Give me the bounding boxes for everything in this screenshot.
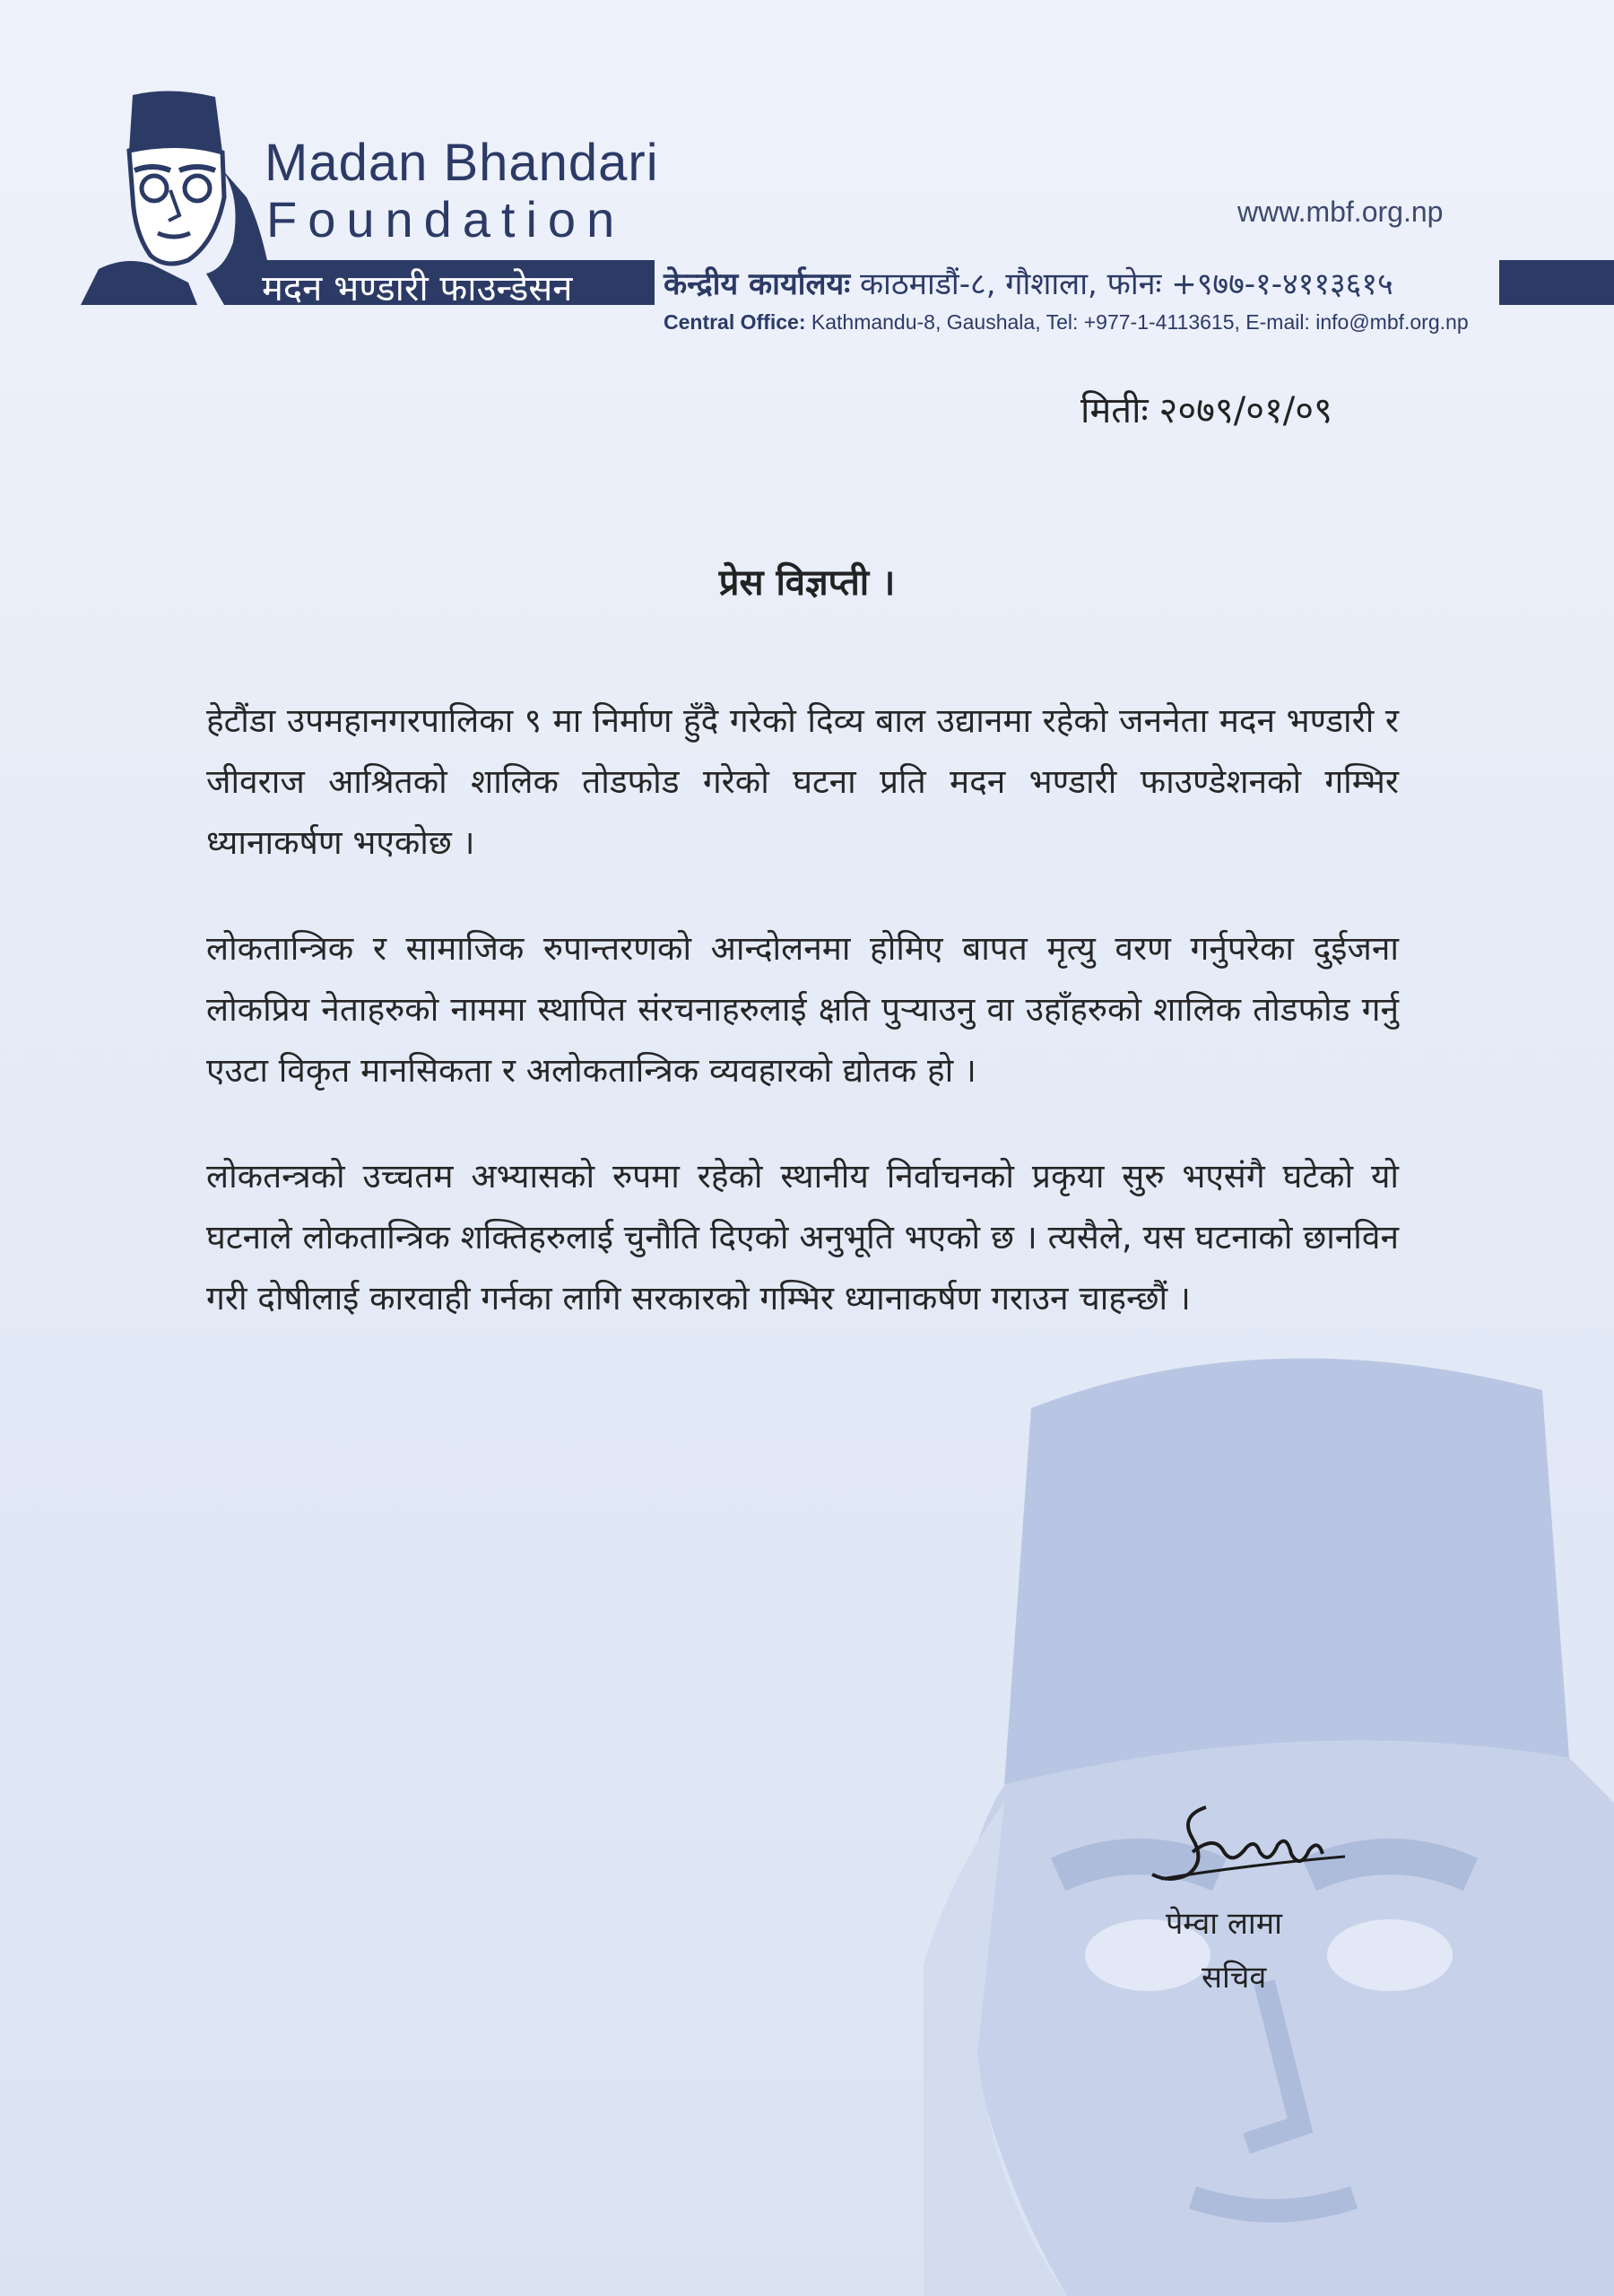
signatory-title: सचिव: [1202, 1960, 1267, 1996]
office-label-nepali: केन्द्रीय कार्यालयः: [664, 266, 851, 302]
date-value: २०७९/०१/०९: [1158, 390, 1332, 431]
office-label-english: Central Office:: [664, 310, 806, 334]
org-name-english-line1: Madan Bhandari: [265, 134, 659, 192]
body-paragraph-1: हेटौंडा उपमहानगरपालिका ९ मा निर्माण हुँदै गरेको दिव्य बाल उद्यानमा रहेको जननेता मदन भण्डारी र जीवराज आश्रितको शालिक तोडफोड गरेको घटना प्रति मदन भण्डारी फाउण्डेशनको गम्भिर ध्यानाकर्षण भएकोछ ।: [206, 701, 1399, 862]
org-name-english-line2: Foundation: [266, 191, 626, 248]
document-date: [1080, 384, 1332, 433]
body-paragraph-3: लोकतन्त्रको उच्चतम अभ्यासको रुपमा रहेको स्थानीय निर्वाचनको प्रकृया सुरु भएसंगै घटेको यो घटनाले लोकतान्त्रिक शक्तिहरुलाई चुनौति दिएको अनुभूति भएको छ । त्यसैले, यस घटनाको छानविन गरी दोषीलाई कारवाही गर्नका लागि सरकारको गम्भिर ध्यानाकर्षण गराउन चाहन्छौं ।: [206, 1157, 1399, 1318]
document-title: प्रेस विज्ञप्ती ।: [718, 562, 896, 604]
founder-portrait-logo: [81, 90, 269, 305]
office-address-nepali: [664, 262, 1393, 303]
header-accent-bar: [1499, 260, 1614, 305]
signatory-name: पेम्वा लामा: [1166, 1906, 1282, 1942]
office-text-nepali: काठमाडौं-८, गौशाला, फोनः +९७७-१-४११३६१५: [859, 266, 1393, 302]
website-link[interactable]: www.mbf.org.np: [1237, 196, 1444, 228]
org-name-nepali: मदन भण्डारी फाउन्डेसन: [262, 268, 573, 309]
press-release-body: [206, 691, 1399, 1374]
office-text-english: Kathmandu-8, Gaushala, Tel: +977-1-4113615, E-mail: info@mbf.org.np: [811, 310, 1469, 334]
body-paragraph-2: लोकतान्त्रिक र सामाजिक रुपान्तरणको आन्दोलनमा होमिए बापत मृत्यु वरण गर्नुपरेका दुईजना लोकप्रिय नेताहरुको नाममा स्थापित संरचनाहरुलाई क्षति पुऱ्याउनु वा उहाँहरुको शालिक तोडफोड गर्नु एउटा विकृत मानसिकता र अलोकतान्त्रिक व्यवहारको द्योतक हो ।: [206, 929, 1399, 1090]
handwritten-signature: [1143, 1789, 1349, 1897]
date-label: मितीः: [1080, 390, 1149, 431]
office-address-english: [664, 310, 1469, 335]
